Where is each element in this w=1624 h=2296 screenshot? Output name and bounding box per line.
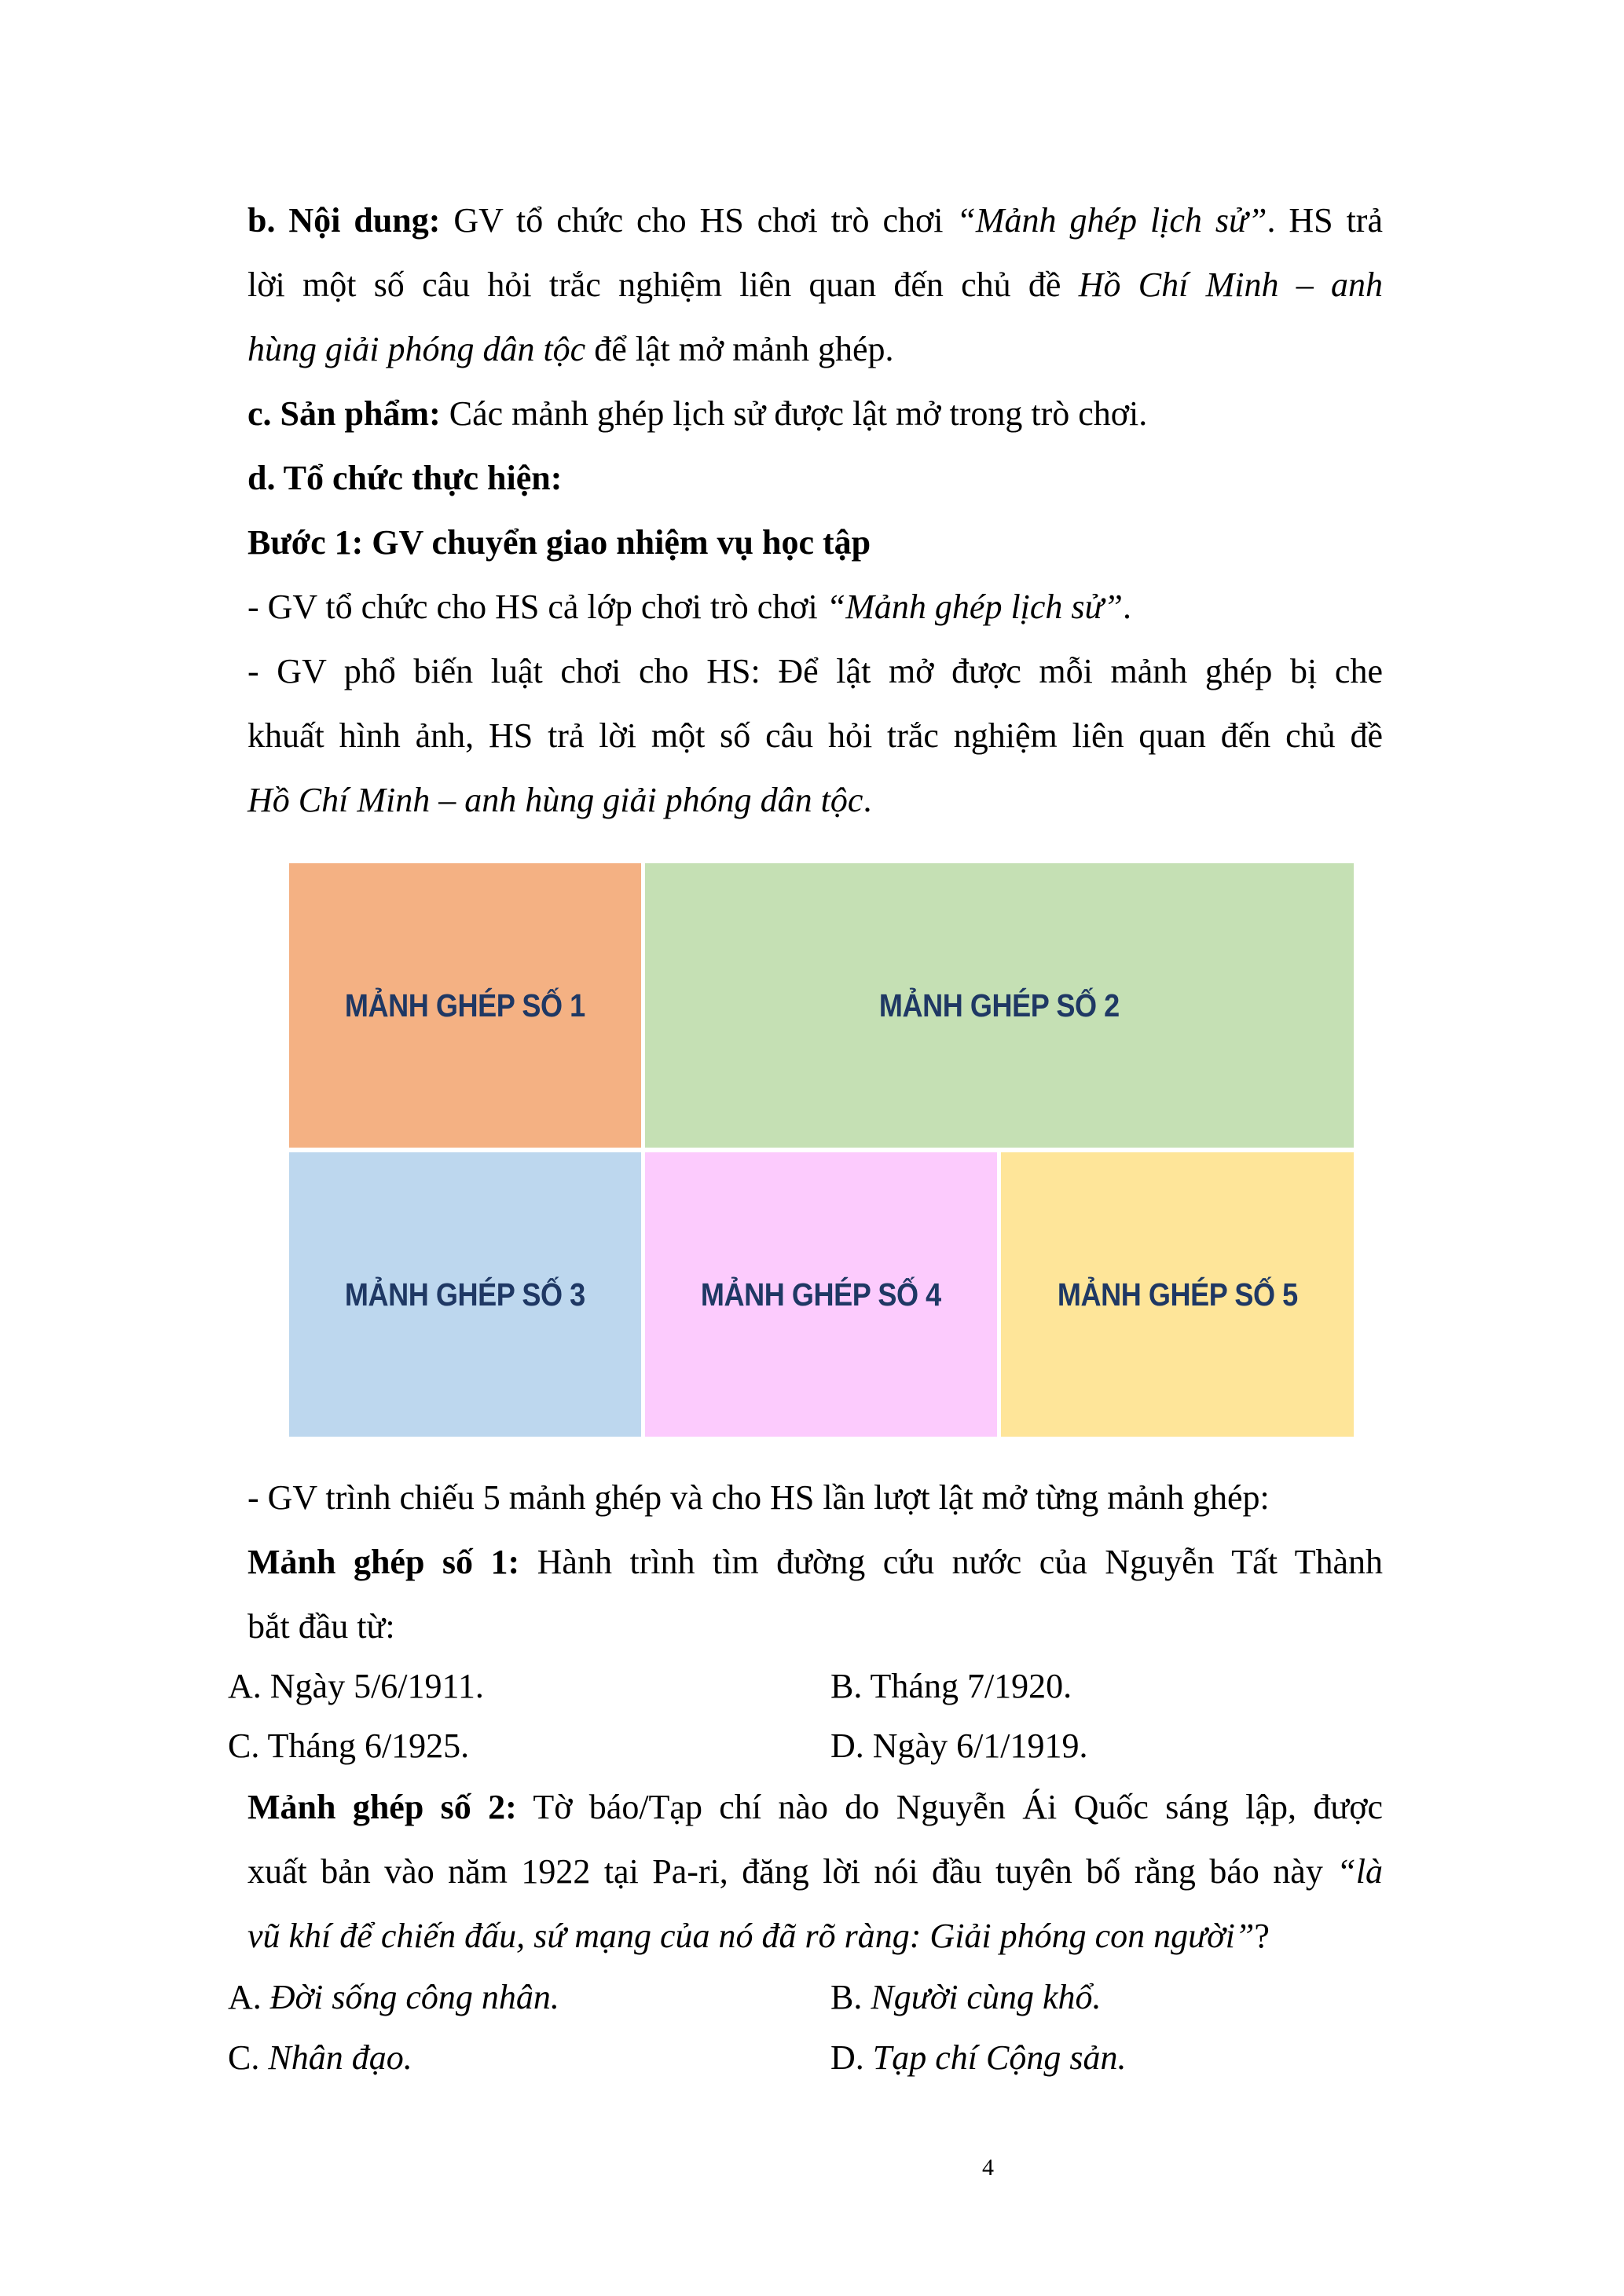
option-prefix: B.	[830, 1978, 871, 2016]
text: .	[1123, 588, 1132, 626]
text: .	[863, 781, 872, 819]
option-prefix: D.	[830, 2038, 873, 2077]
option-text: Tạp chí Cộng sản.	[872, 2038, 1127, 2077]
page-number: 4	[982, 2155, 994, 2181]
step-title: Bước 1: GV chuyển giao nhiệm vụ học tập	[247, 523, 871, 562]
text: để lật mở mảnh ghép.	[585, 330, 894, 368]
heading-step1	[247, 519, 871, 566]
question-text: Tờ báo/Tạp chí nào do Nguyễn Ái Quốc sáng lập, được	[516, 1788, 1384, 1826]
bullet-2-line3	[247, 777, 871, 824]
paragraph-c	[247, 390, 1147, 438]
q2-line2	[247, 1848, 1383, 1895]
q1-line2	[247, 1603, 395, 1650]
text: GV tổ chức cho HS chơi trò chơi	[440, 201, 957, 240]
option-prefix: A.	[228, 1978, 270, 2016]
option-text: B. Tháng 7/1920.	[830, 1667, 1072, 1705]
question-text: ?	[1254, 1917, 1270, 1955]
question-label: Mảnh ghép số 2:	[247, 1788, 517, 1826]
text: lời một số câu hỏi trắc nghiệm liên quan đến chủ đề	[247, 265, 1079, 304]
bullet-1	[247, 584, 1131, 631]
label-san-pham: c. Sản phẩm:	[247, 394, 441, 433]
tile-label: MẢNH GHÉP SỐ 4	[701, 1276, 941, 1313]
q2-line3	[247, 1913, 1270, 1960]
option-text: Nhân đạo.	[268, 2038, 412, 2077]
text: khuất hình ảnh, HS trả lời một số câu hỏi trắc nghiệm liên quan đến chủ đề	[247, 716, 1383, 755]
q2-option-c	[228, 2034, 412, 2082]
puzzle-tile-2[interactable]	[645, 863, 1354, 1148]
q2-option-d	[830, 2034, 1126, 2082]
text: Các mảnh ghép lịch sử được lật mở trong trò chơi.	[440, 394, 1148, 433]
bullet-2-line2	[247, 712, 1383, 760]
puzzle-tile-4[interactable]	[645, 1152, 997, 1437]
tile-label: MẢNH GHÉP SỐ 3	[345, 1276, 585, 1313]
quote: vũ khí để chiến đấu, sứ mạng của nó đã rõ ràng: Giải phóng con người”	[247, 1917, 1255, 1955]
option-prefix: C.	[228, 2038, 269, 2077]
question-label: Mảnh ghép số 1:	[247, 1543, 520, 1581]
quote: “là	[1336, 1852, 1383, 1891]
text: - GV phổ biến luật chơi cho HS: Để lật mở được mỗi mảnh ghép bị che	[247, 652, 1383, 690]
paragraph-b-line1	[247, 197, 1383, 244]
q2-option-a	[228, 1974, 559, 2021]
label-to-chuc: d. Tổ chức thực hiện:	[247, 459, 563, 497]
topic-name: Hồ Chí Minh – anh hùng giải phóng dân tộc	[247, 781, 863, 819]
game-name: “Mảnh ghép lịch sử”	[956, 201, 1267, 240]
q1-option-c	[228, 1723, 469, 1770]
puzzle-tile-5[interactable]	[1001, 1152, 1354, 1437]
bullet-2-line1	[247, 648, 1383, 695]
option-text: Người cùng khổ.	[871, 1978, 1102, 2016]
heading-d	[247, 455, 562, 502]
text: . HS trả	[1267, 201, 1383, 240]
puzzle-grid	[289, 863, 1354, 1437]
option-text: A. Ngày 5/6/1911.	[228, 1667, 484, 1705]
q1-line1	[247, 1539, 1383, 1586]
q2-option-b	[830, 1974, 1101, 2021]
q1-option-a	[228, 1663, 484, 1710]
topic-name: Hồ Chí Minh – anh	[1078, 265, 1383, 304]
option-text: Đời sống công nhân.	[269, 1978, 559, 2016]
paragraph-b-line3	[247, 326, 894, 373]
question-text: Hành trình tìm đường cứu nước của Nguyễn Tất Thành	[519, 1543, 1384, 1581]
question-text: xuất bản vào năm 1922 tại Pa-ri, đăng lời nói đầu tuyên bố rằng báo này	[247, 1852, 1337, 1891]
q1-option-b	[830, 1663, 1072, 1710]
puzzle-tile-3[interactable]	[289, 1152, 641, 1437]
paragraph-b-line2	[247, 262, 1383, 309]
q1-option-d	[830, 1723, 1088, 1770]
option-text: D. Ngày 6/1/1919.	[830, 1727, 1088, 1765]
text: - GV trình chiếu 5 mảnh ghép và cho HS lần lượt lật mở từng mảnh ghép:	[247, 1478, 1270, 1517]
text: - GV tổ chức cho HS cả lớp chơi trò chơi	[247, 588, 827, 626]
tile-label: MẢNH GHÉP SỐ 2	[879, 987, 1120, 1023]
question-text: bắt đầu từ:	[247, 1607, 395, 1646]
game-name: “Mảnh ghép lịch sử”	[826, 588, 1124, 626]
option-text: C. Tháng 6/1925.	[228, 1727, 470, 1765]
tile-label: MẢNH GHÉP SỐ 1	[345, 987, 585, 1023]
tile-label: MẢNH GHÉP SỐ 5	[1057, 1276, 1298, 1313]
puzzle-tile-1[interactable]	[289, 863, 641, 1148]
q2-line1	[247, 1784, 1383, 1831]
label-noi-dung: b. Nội dung:	[247, 201, 441, 240]
topic-name: hùng giải phóng dân tộc	[247, 330, 586, 368]
bullet-3	[247, 1474, 1270, 1522]
